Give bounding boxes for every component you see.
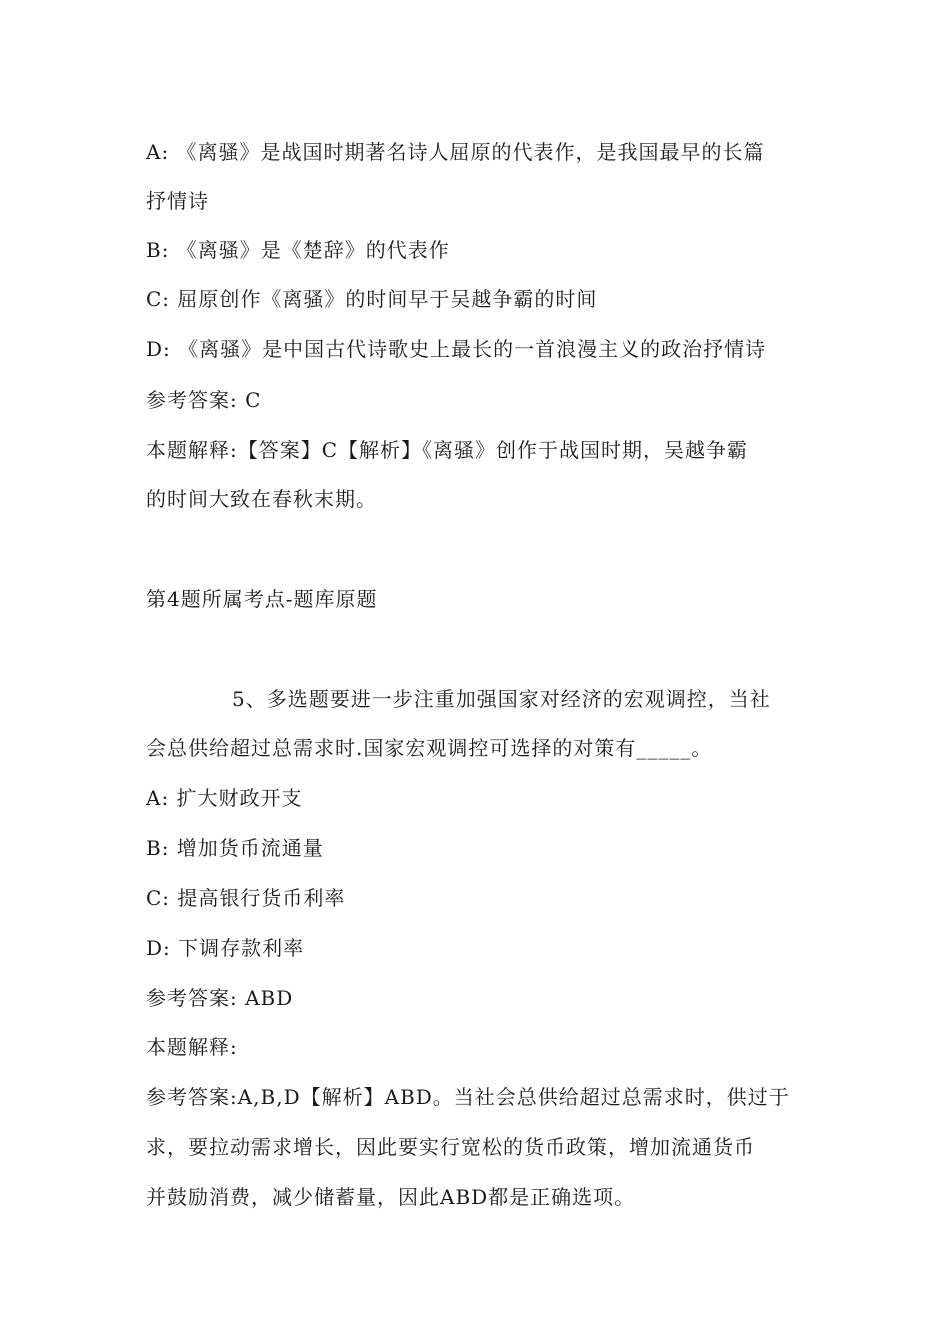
q4-answer: 参考答案: C <box>146 388 262 412</box>
q5-question: 5、多选题要进一步注重加强国家对经济的宏观调控，当社 <box>232 687 771 711</box>
q5-explanation-continued-2: 并鼓励消费，减少储蓄量，因此ABD都是正确选项。 <box>146 1185 636 1209</box>
q4-option-a: A: 《离骚》是战国时期著名诗人屈原的代表作，是我国最早的长篇 <box>146 140 765 164</box>
q4-explanation: 本题解释:【答案】C【解析】《离骚》创作于战国时期，吴越争霸 <box>146 438 749 462</box>
q4-option-c: C: 屈原创作《离骚》的时间早于吴越争霸的时间 <box>146 287 598 311</box>
q5-explanation-label: 本题解释: <box>146 1035 238 1059</box>
q5-option-c: C: 提高银行货币利率 <box>146 886 346 910</box>
q5-option-b: B: 增加货币流通量 <box>146 836 324 860</box>
q4-topic: 第4题所属考点-题库原题 <box>146 587 378 611</box>
q4-option-a-continued: 抒情诗 <box>146 189 209 213</box>
q5-option-a: A: 扩大财政开支 <box>146 786 303 810</box>
q5-explanation-continued-1: 求，要拉动需求增长，因此要实行宽松的货币政策，增加流通货币 <box>146 1135 755 1159</box>
q5-explanation: 参考答案:A,B,D【解析】ABD。当社会总供给超过总需求时，供过于 <box>146 1085 790 1109</box>
q5-option-d: D: 下调存款利率 <box>146 936 305 960</box>
q5-question-continued: 会总供给超过总需求时.国家宏观调控可选择的对策有_____。 <box>146 736 713 760</box>
q4-option-b: B: 《离骚》是《楚辞》的代表作 <box>146 238 450 262</box>
q5-answer: 参考答案: ABD <box>146 986 294 1010</box>
q4-explanation-continued: 的时间大致在春秋末期。 <box>146 487 377 511</box>
q4-option-d: D: 《离骚》是中国古代诗歌史上最长的一首浪漫主义的政治抒情诗 <box>146 337 767 361</box>
